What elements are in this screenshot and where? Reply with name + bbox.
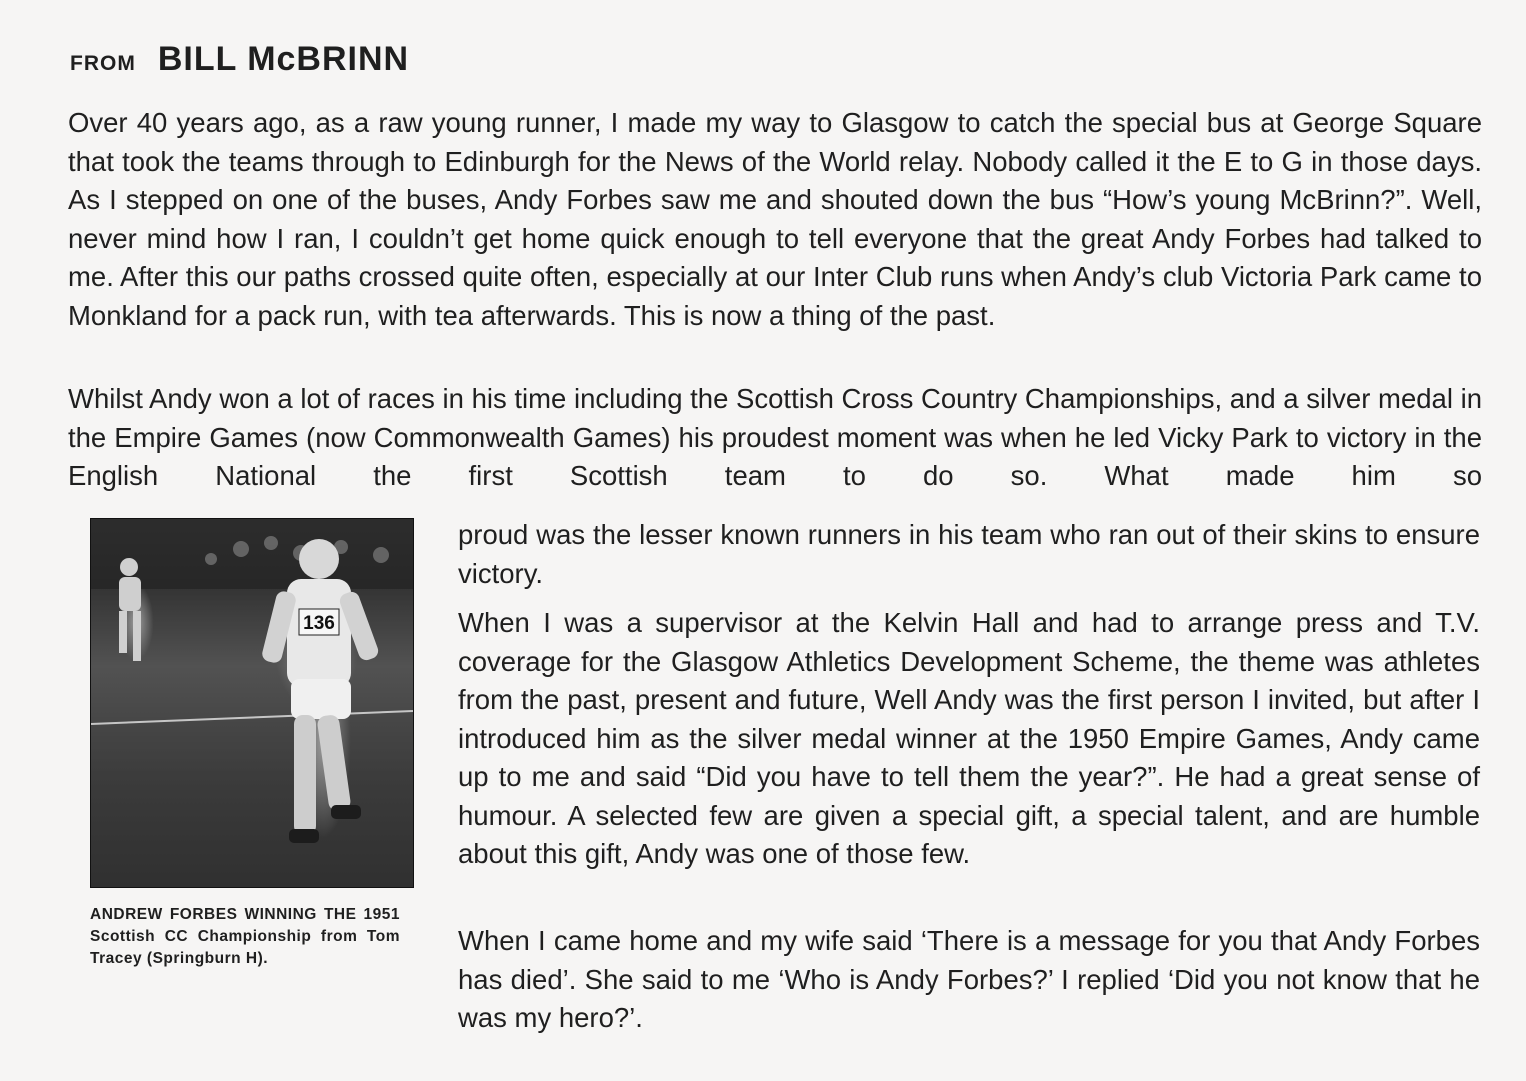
paragraph-4: When I came home and my wife said ‘There is a message for you that Andy Forbes has died’. She said to me ‘Who is Andy Forbes?’ I replied ‘Did you not know that he was my hero?’. bbox=[458, 925, 1480, 1033]
bib-number: 136 bbox=[303, 613, 335, 634]
runner-photo bbox=[90, 518, 414, 888]
paragraph-2-continued: proud was the lesser known runners in his team who ran out of their skins to ensure victory. bbox=[458, 519, 1480, 589]
article-heading bbox=[70, 40, 409, 79]
runner-photo-illustration bbox=[91, 519, 413, 887]
paragraph-2: Whilst Andy won a lot of races in his time including the Scottish Cross Country Championships, and a silver medal in the Empire Games (now Commonwealth Games) his proudest moment was when he led Vicky Park to victory in the English National the first Scottish team to do so. What made him so bbox=[68, 383, 1482, 491]
author-name: BILL McBRINN bbox=[157, 40, 410, 78]
paragraph-1: Over 40 years ago, as a raw young runner, I made my way to Glasgow to catch the special bus at George Square that took the teams through to Edinburgh for the News of the World relay. Nobody called it the E to G in those days. As I stepped on one of the buses, Andy Forbes saw me and shouted down the bus “How’s young McBrinn?”. Well, never mind how I ran, I couldn’t get home quick enough to tell everyone that the great Andy Forbes had talked to me. After this our paths crossed quite often, especially at our Inter Club runs when Andy’s club Victoria Park came to Monkland for a pack run, with tea afterwards. This is now a thing of the past. bbox=[68, 107, 1482, 331]
heading-from: FROM bbox=[70, 52, 136, 75]
paragraph-3: When I was a supervisor at the Kelvin Hall and had to arrange press and T.V. coverage for the Glasgow Athletics Development Scheme, the theme was athletes from the past, present and future, Well Andy was the first person I invited, but after I introduced him as the silver medal winner at the 1950 Empire Games, Andy came up to me and said “Did you have to tell them the year?”. He had a great sense of humour. A selected few are given a special gift, a special talent, and are humble about this gift, Andy was one of those few. bbox=[458, 607, 1480, 869]
photo-caption: ANDREW FORBES WINNING THE 1951 Scottish CC Championship from Tom Tracey (Springburn H). bbox=[90, 906, 400, 967]
